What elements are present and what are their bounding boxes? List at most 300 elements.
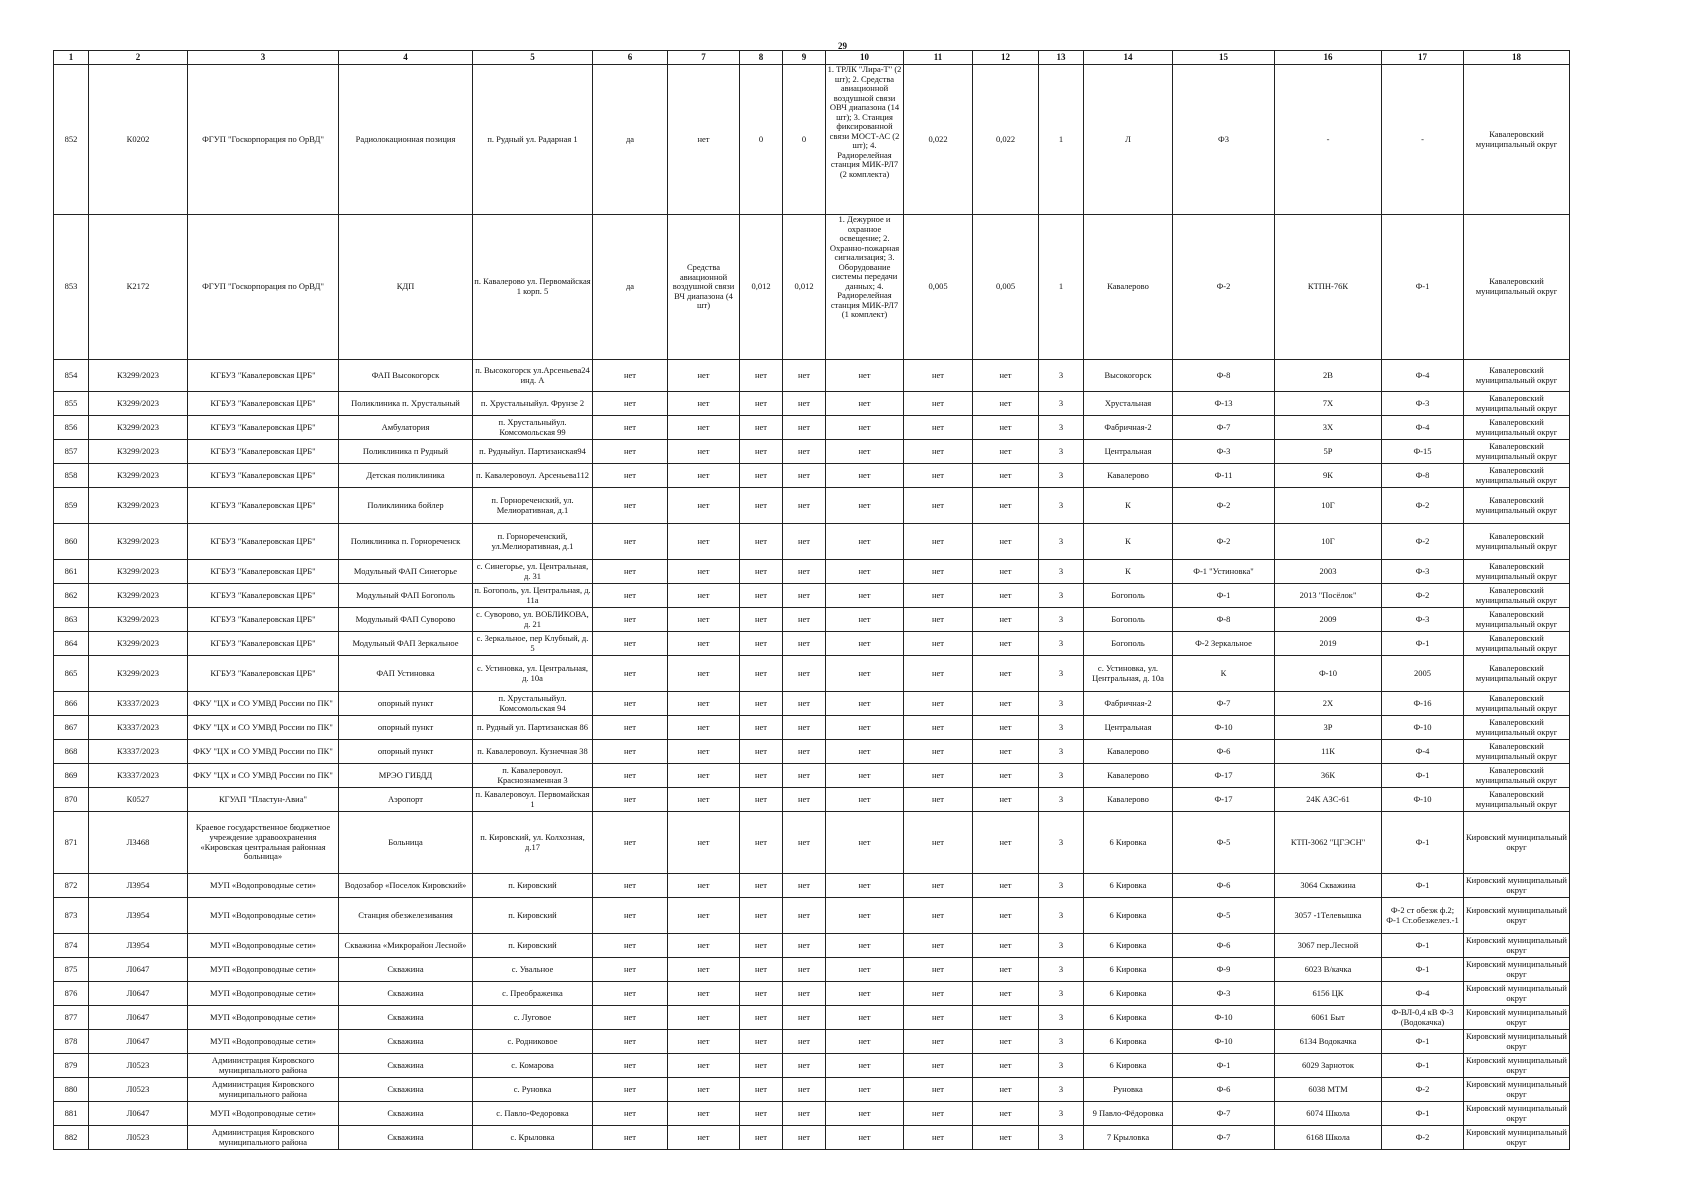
table-cell: нет (593, 1006, 668, 1030)
table-cell: 6168 Школа (1275, 1126, 1382, 1150)
table-cell: 3 (1039, 632, 1084, 656)
table-cell: нет (783, 1030, 826, 1054)
table-cell: нет (783, 692, 826, 716)
table-cell: Ф-1 (1382, 215, 1464, 360)
table-cell: КТП-3062 "ЦГЭСН" (1275, 812, 1382, 874)
table-cell: нет (783, 740, 826, 764)
table-cell: нет (740, 740, 783, 764)
table-cell: нет (826, 934, 904, 958)
table-cell: нет (593, 934, 668, 958)
table-cell: Ф-6 (1173, 1078, 1275, 1102)
table-cell: 857 (54, 440, 89, 464)
table-cell: Ф-10 (1382, 716, 1464, 740)
column-header: 7 (668, 51, 740, 65)
table-cell: Модульный ФАП Суворово (339, 608, 473, 632)
table-cell: 876 (54, 982, 89, 1006)
table-cell: 0,012 (783, 215, 826, 360)
table-cell: 5Р (1275, 440, 1382, 464)
table-cell: Ф-3 (1173, 440, 1275, 464)
table-cell: Ф-1 (1382, 874, 1464, 898)
table-cell: 3 (1039, 608, 1084, 632)
table-cell: Ф-10 (1173, 1006, 1275, 1030)
table-cell: Центральная (1084, 440, 1173, 464)
table-cell: нет (904, 488, 973, 524)
table-cell: п. Кавалерово ул. Первомайская 1 корп. 5 (473, 215, 593, 360)
table-cell: 852 (54, 65, 89, 215)
table-cell: КТПН-76К (1275, 215, 1382, 360)
table-cell: Кавалеровский муниципальный округ (1464, 464, 1570, 488)
table-cell: 858 (54, 464, 89, 488)
table-cell: КГБУЗ "Кавалеровская ЦРБ" (188, 608, 339, 632)
table-cell: нет (973, 632, 1039, 656)
table-cell: Скважина (339, 1102, 473, 1126)
table-cell: нет (904, 934, 973, 958)
table-cell: нет (826, 1126, 904, 1150)
table-cell: с. Устиновка, ул. Центральная, д. 10а (473, 656, 593, 692)
table-cell: 0 (783, 65, 826, 215)
table-cell: 863 (54, 608, 89, 632)
table-cell: нет (973, 416, 1039, 440)
table-cell: 868 (54, 740, 89, 764)
table-cell: 6 Кировка (1084, 874, 1173, 898)
table-cell: нет (668, 488, 740, 524)
table-cell: нет (904, 1102, 973, 1126)
table-cell: 6061 Быт (1275, 1006, 1382, 1030)
table-cell: нет (973, 656, 1039, 692)
table-cell: п. Кировский, ул. Колхозная, д.17 (473, 812, 593, 874)
table-cell: нет (783, 958, 826, 982)
table-cell: КГБУЗ "Кавалеровская ЦРБ" (188, 440, 339, 464)
table-cell: Кировский муниципальный округ (1464, 874, 1570, 898)
table-cell: 6 Кировка (1084, 934, 1173, 958)
table-cell: 3Р (1275, 716, 1382, 740)
table-cell: К3299/2023 (89, 464, 188, 488)
table-cell: нет (593, 1102, 668, 1126)
table-cell: К (1084, 524, 1173, 560)
table-cell: ФКУ "ЦХ и СО УМВД России по ПК" (188, 764, 339, 788)
table-cell: Поликлиника п. Хрустальный (339, 392, 473, 416)
table-cell: 3 (1039, 692, 1084, 716)
table-cell: 1. Дежурное и охранное освещение; 2. Охранно-пожарная сигнализация; 3. Оборудование системы передачи данных; 4. Радиорелейная станция МИК-РЛ7 (1 комплект) (826, 215, 904, 360)
table-row (54, 392, 1570, 416)
table-cell: нет (593, 716, 668, 740)
table-cell: нет (668, 692, 740, 716)
table-cell: нет (973, 874, 1039, 898)
table-cell: с. Павло-Федоровка (473, 1102, 593, 1126)
table-cell: с. Луговое (473, 1006, 593, 1030)
table-cell: - (1382, 65, 1464, 215)
table-row (54, 488, 1570, 524)
table-row (54, 560, 1570, 584)
table-cell: п. Горнореченский, ул.Мелиоративная, д.1 (473, 524, 593, 560)
table-cell: 881 (54, 1102, 89, 1126)
table-cell: опорный пункт (339, 716, 473, 740)
table-cell: 1. ТРЛК "Лира-Т" (2 шт); 2. Средства авиационной воздушной связи ОВЧ диапазона (14 шт); 3. Станция фиксированной связи МОСТ-АС (2 шт); 4. Радиорелейная станция МИК-РЛ7 (2 комплекта) (826, 65, 904, 215)
table-cell: нет (973, 958, 1039, 982)
table-cell: Скважина (339, 1030, 473, 1054)
table-cell: нет (826, 656, 904, 692)
table-cell: нет (783, 464, 826, 488)
table-cell: 870 (54, 788, 89, 812)
table-row (54, 584, 1570, 608)
table-cell: нет (826, 764, 904, 788)
table-cell: нет (740, 1102, 783, 1126)
table-cell: Л (1084, 65, 1173, 215)
table-cell: КДП (339, 215, 473, 360)
table-cell: нет (826, 392, 904, 416)
table-cell: Кировский муниципальный округ (1464, 1126, 1570, 1150)
table-cell: Ф-1 (1382, 764, 1464, 788)
table-cell: нет (668, 524, 740, 560)
table-cell: нет (904, 1054, 973, 1078)
table-cell: 861 (54, 560, 89, 584)
table-cell: Кавалеровский муниципальный округ (1464, 440, 1570, 464)
table-cell: нет (668, 392, 740, 416)
table-row (54, 608, 1570, 632)
table-cell: нет (668, 982, 740, 1006)
table-cell: нет (826, 1078, 904, 1102)
table-cell: Л0523 (89, 1078, 188, 1102)
table-cell: 3 (1039, 1078, 1084, 1102)
table-cell: К3337/2023 (89, 764, 188, 788)
table-cell: нет (740, 464, 783, 488)
table-cell: 3 (1039, 812, 1084, 874)
table-cell: с. Родниковое (473, 1030, 593, 1054)
table-cell: нет (904, 764, 973, 788)
table-cell: нет (826, 898, 904, 934)
table-cell: нет (783, 416, 826, 440)
table-cell: Ф-4 (1382, 360, 1464, 392)
table-cell: нет (826, 874, 904, 898)
table-cell: нет (973, 898, 1039, 934)
table-cell: нет (740, 416, 783, 440)
table-cell: К3299/2023 (89, 360, 188, 392)
table-cell: нет (740, 488, 783, 524)
table-cell: нет (740, 1054, 783, 1078)
table-cell: нет (668, 464, 740, 488)
table-cell: К3299/2023 (89, 584, 188, 608)
table-cell: 0 (740, 65, 783, 215)
table-cell: нет (740, 440, 783, 464)
table-cell: Кавалеровский муниципальный округ (1464, 740, 1570, 764)
table-row (54, 788, 1570, 812)
table-cell: нет (973, 440, 1039, 464)
table-cell: Ф-10 (1173, 1030, 1275, 1054)
table-cell: 866 (54, 692, 89, 716)
table-cell: нет (783, 560, 826, 584)
table-cell: нет (783, 1102, 826, 1126)
table-cell: нет (668, 764, 740, 788)
table-cell: Ф-1 (1382, 958, 1464, 982)
page-number: 29 (838, 41, 847, 51)
table-cell: нет (740, 1030, 783, 1054)
table-cell: 854 (54, 360, 89, 392)
column-header: 1 (54, 51, 89, 65)
table-cell: 6156 ЦК (1275, 982, 1382, 1006)
table-cell: нет (593, 560, 668, 584)
table-cell: нет (826, 1102, 904, 1126)
table-cell: Кавалеровский муниципальный округ (1464, 560, 1570, 584)
table-cell: Кировский муниципальный округ (1464, 1102, 1570, 1126)
table-cell: Богополь (1084, 608, 1173, 632)
table-cell: нет (668, 898, 740, 934)
table-cell: с. Устиновка, ул. Центральная, д. 10а (1084, 656, 1173, 692)
table-cell: нет (783, 982, 826, 1006)
table-cell: Администрация Кировского муниципального района (188, 1078, 339, 1102)
table-cell: нет (826, 812, 904, 874)
table-cell: нет (973, 524, 1039, 560)
table-cell: Ф-4 (1382, 982, 1464, 1006)
table-cell: нет (740, 898, 783, 934)
table-cell: 6 Кировка (1084, 1006, 1173, 1030)
table-cell: нет (593, 812, 668, 874)
table-cell: Краевое государственное бюджетное учреждение здравоохранения «Кировская центральная районная больница» (188, 812, 339, 874)
table-cell: 7Х (1275, 392, 1382, 416)
table-cell: Станция обезжелезивания (339, 898, 473, 934)
table-row (54, 1126, 1570, 1150)
table-cell: Администрация Кировского муниципального района (188, 1126, 339, 1150)
table-cell: 0,012 (740, 215, 783, 360)
table-cell: нет (783, 788, 826, 812)
table-cell: нет (783, 440, 826, 464)
table-cell: 3 (1039, 764, 1084, 788)
table-cell: 3 (1039, 788, 1084, 812)
table-cell: нет (740, 982, 783, 1006)
table-cell: К0527 (89, 788, 188, 812)
table-cell: Поликлиника бойлер (339, 488, 473, 524)
table-cell: 6 Кировка (1084, 1054, 1173, 1078)
table-cell: Ф-2 (1382, 524, 1464, 560)
table-cell: 3 (1039, 874, 1084, 898)
table-cell: Ф-3 (1382, 392, 1464, 416)
table-cell: с. Синегорье, ул. Центральная, д. 31 (473, 560, 593, 584)
table-cell: нет (593, 982, 668, 1006)
table-cell: нет (593, 1126, 668, 1150)
table-cell: нет (973, 692, 1039, 716)
table-cell: нет (783, 488, 826, 524)
table-cell: нет (783, 608, 826, 632)
table-cell: 11К (1275, 740, 1382, 764)
table-cell: с. Зеркальное, пер Клубный, д. 5 (473, 632, 593, 656)
table-cell: нет (668, 656, 740, 692)
table-cell: нет (826, 608, 904, 632)
table-cell: п. Кировский (473, 874, 593, 898)
table-cell: нет (973, 934, 1039, 958)
column-header: 17 (1382, 51, 1464, 65)
table-cell: Ф-1 (1382, 1102, 1464, 1126)
table-cell: Кавалеровский муниципальный округ (1464, 788, 1570, 812)
table-cell: МУП «Водопроводные сети» (188, 874, 339, 898)
table-row (54, 934, 1570, 958)
table-cell: 6074 Школа (1275, 1102, 1382, 1126)
table-cell: 3064 Скважина (1275, 874, 1382, 898)
table-cell: нет (904, 874, 973, 898)
table-cell: 3 (1039, 416, 1084, 440)
table-cell: ФКУ "ЦХ и СО УМВД России по ПК" (188, 740, 339, 764)
table-row (54, 1006, 1570, 1030)
table-cell: нет (904, 1126, 973, 1150)
table-cell: с. Преображенка (473, 982, 593, 1006)
table-cell: нет (904, 392, 973, 416)
table-cell: нет (826, 1006, 904, 1030)
table-cell: нет (593, 524, 668, 560)
table-cell: нет (740, 934, 783, 958)
table-cell: МУП «Водопроводные сети» (188, 1006, 339, 1030)
table-cell: 862 (54, 584, 89, 608)
table-cell: 0,022 (973, 65, 1039, 215)
table-cell: нет (593, 360, 668, 392)
table-cell: нет (904, 692, 973, 716)
table-cell: нет (783, 656, 826, 692)
table-cell: Л0523 (89, 1126, 188, 1150)
table-cell: Ф-7 (1173, 1102, 1275, 1126)
table-cell: К3299/2023 (89, 608, 188, 632)
table-cell: 879 (54, 1054, 89, 1078)
table-cell: нет (973, 1054, 1039, 1078)
table-cell: п. Кировский (473, 898, 593, 934)
table-cell: Ф-1 (1382, 632, 1464, 656)
table-cell: 2В (1275, 360, 1382, 392)
table-cell: нет (973, 812, 1039, 874)
table-cell: нет (740, 360, 783, 392)
table-cell: нет (904, 958, 973, 982)
table-cell: Ф-10 (1173, 716, 1275, 740)
table-cell: нет (740, 716, 783, 740)
table-cell: Ф-17 (1173, 764, 1275, 788)
table-cell: п. Рудныйул. Партизанская94 (473, 440, 593, 464)
table-cell: п. Кавалеровоул. Арсеньева112 (473, 464, 593, 488)
table-cell: К0202 (89, 65, 188, 215)
table-cell: 853 (54, 215, 89, 360)
table-cell: Ф-16 (1382, 692, 1464, 716)
table-cell: Кавалерово (1084, 788, 1173, 812)
table-cell: К3299/2023 (89, 440, 188, 464)
table-cell: ФГУП "Госкорпорация по ОрВД" (188, 215, 339, 360)
table-row (54, 215, 1570, 360)
table-row (54, 692, 1570, 716)
table-cell: нет (826, 560, 904, 584)
column-header: 16 (1275, 51, 1382, 65)
table-cell: нет (973, 360, 1039, 392)
table-cell: Кавалерово (1084, 764, 1173, 788)
table-cell: 3 (1039, 740, 1084, 764)
table-cell: 6 Кировка (1084, 898, 1173, 934)
table-cell: 877 (54, 1006, 89, 1030)
table-cell: нет (593, 584, 668, 608)
table-cell: Ф-ВЛ-0,4 кВ Ф-3 (Водокачка) (1382, 1006, 1464, 1030)
table-cell: нет (973, 716, 1039, 740)
table-cell: КГБУЗ "Кавалеровская ЦРБ" (188, 560, 339, 584)
table-cell: Скважина «Микрорайон Лесной» (339, 934, 473, 958)
table-cell: нет (904, 632, 973, 656)
table-cell: нет (740, 764, 783, 788)
table-cell: Ф-1 (1173, 1054, 1275, 1078)
table-cell: нет (668, 440, 740, 464)
table-cell: нет (668, 560, 740, 584)
column-header: 13 (1039, 51, 1084, 65)
table-cell: 3 (1039, 934, 1084, 958)
table-cell: К (1084, 560, 1173, 584)
table-cell: К (1173, 656, 1275, 692)
table-cell: КГБУЗ "Кавалеровская ЦРБ" (188, 360, 339, 392)
table-cell: с. Крыловка (473, 1126, 593, 1150)
table-cell: Кавалеровский муниципальный округ (1464, 360, 1570, 392)
table-cell: нет (904, 656, 973, 692)
table-cell: 24К АЗС-61 (1275, 788, 1382, 812)
table-cell: Л0647 (89, 1030, 188, 1054)
table-cell: 873 (54, 898, 89, 934)
table-cell: нет (668, 812, 740, 874)
table-cell: К3299/2023 (89, 560, 188, 584)
table-cell: нет (783, 524, 826, 560)
table-cell: нет (593, 464, 668, 488)
table-cell: 855 (54, 392, 89, 416)
table-cell: КГБУЗ "Кавалеровская ЦРБ" (188, 416, 339, 440)
table-cell: К3299/2023 (89, 392, 188, 416)
table-cell: нет (593, 416, 668, 440)
table-cell: п. Хрустальныйул. Фрунзе 2 (473, 392, 593, 416)
table-cell: нет (668, 1126, 740, 1150)
table-cell: нет (783, 874, 826, 898)
table-cell: Л0647 (89, 1006, 188, 1030)
table-cell: 872 (54, 874, 89, 898)
table-cell: нет (904, 1030, 973, 1054)
table-cell: Ф-6 (1173, 740, 1275, 764)
table-cell: нет (668, 584, 740, 608)
table-cell: нет (668, 934, 740, 958)
table-cell: МУП «Водопроводные сети» (188, 898, 339, 934)
table-cell: Кавалеровский муниципальный округ (1464, 584, 1570, 608)
table-cell: 3 (1039, 1030, 1084, 1054)
table-cell: нет (740, 560, 783, 584)
table-cell: нет (593, 632, 668, 656)
table-cell: нет (593, 392, 668, 416)
table-cell: Ф-4 (1382, 740, 1464, 764)
table-cell: 3 (1039, 958, 1084, 982)
table-cell: 3 (1039, 464, 1084, 488)
table-cell: 2019 (1275, 632, 1382, 656)
table-cell: Модульный ФАП Зеркальное (339, 632, 473, 656)
table-cell: Кавалерово (1084, 464, 1173, 488)
table-cell: КГБУЗ "Кавалеровская ЦРБ" (188, 488, 339, 524)
table-cell: КГУАП "Пластун-Авиа" (188, 788, 339, 812)
table-cell: нет (593, 440, 668, 464)
table-cell: нет (668, 1030, 740, 1054)
table-cell: 6 Кировка (1084, 812, 1173, 874)
table-cell: Кировский муниципальный округ (1464, 1078, 1570, 1102)
table-row (54, 812, 1570, 874)
table-cell: 882 (54, 1126, 89, 1150)
table-cell: нет (668, 632, 740, 656)
table-cell: нет (668, 65, 740, 215)
table-cell: Ф-2 (1173, 488, 1275, 524)
table-cell: 864 (54, 632, 89, 656)
table-cell: Кировский муниципальный округ (1464, 1030, 1570, 1054)
table-cell: Ф-8 (1382, 464, 1464, 488)
table-cell: К3337/2023 (89, 740, 188, 764)
table-cell: 6 Кировка (1084, 982, 1173, 1006)
table-cell: нет (904, 608, 973, 632)
column-header: 10 (826, 51, 904, 65)
table-cell: Ф-2 (1382, 1078, 1464, 1102)
table-cell: Ф-3 (1173, 982, 1275, 1006)
table-cell: нет (973, 764, 1039, 788)
table-cell: 6029 Зарноток (1275, 1054, 1382, 1078)
table-cell: Ф-10 (1382, 788, 1464, 812)
table-cell: К3337/2023 (89, 716, 188, 740)
table-cell: п. Богополь, ул. Центральная, д. 11а (473, 584, 593, 608)
table-cell: нет (826, 982, 904, 1006)
